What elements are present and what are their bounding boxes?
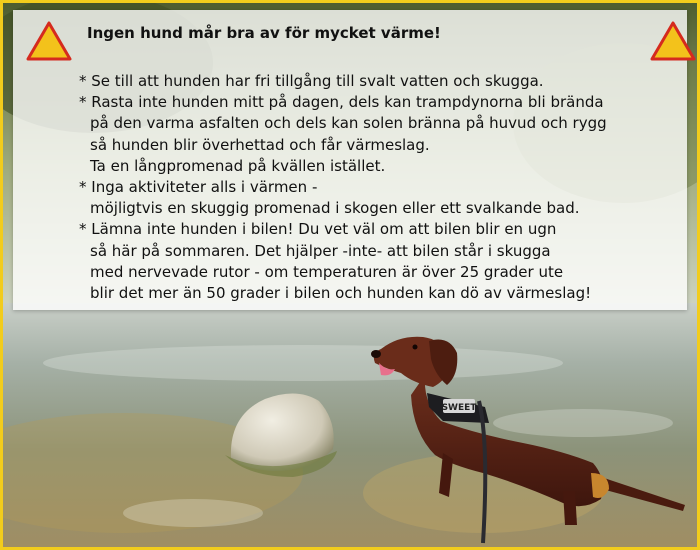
warning-triangle-icon: [25, 20, 73, 62]
advice-line: * Rasta inte hunden mitt på dagen, dels kan trampdynorna bli brända: [79, 93, 604, 112]
headline: Ingen hund mår bra av för mycket värme!: [87, 24, 441, 42]
advice-line: * Se till att hunden har fri tillgång till svalt vatten och skugga.: [79, 72, 544, 90]
advice-line: så här på sommaren. Det hjälper -inte- att bilen står i skugga: [90, 241, 551, 260]
advice-line: * Lämna inte hunden i bilen! Du vet väl om att bilen blir en ugn: [79, 220, 557, 239]
advice-line: möjligtvis en skuggig promenad i skogen eller ett svalkande bad.: [90, 199, 580, 218]
advice-text: [79, 71, 689, 304]
advice-line: Ta en långpromenad på kvällen istället.: [90, 156, 386, 175]
info-panel: [13, 10, 687, 310]
advice-line: så hunden blir överhettad och får värmeslag.: [90, 135, 430, 154]
advice-line: på den varma asfalten och dels kan solen bränna på huvud och rygg: [90, 114, 607, 133]
harness-label: SWEET: [441, 403, 477, 413]
advice-line: * Inga aktiviteter alls i värmen -: [79, 177, 318, 196]
advice-line: med nervevade rutor - om temperaturen är över 25 grader ute: [90, 262, 564, 281]
advice-line: blir det mer än 50 grader i bilen och hunden kan dö av värmeslag!: [90, 283, 592, 302]
warning-triangle-icon: [649, 20, 697, 62]
